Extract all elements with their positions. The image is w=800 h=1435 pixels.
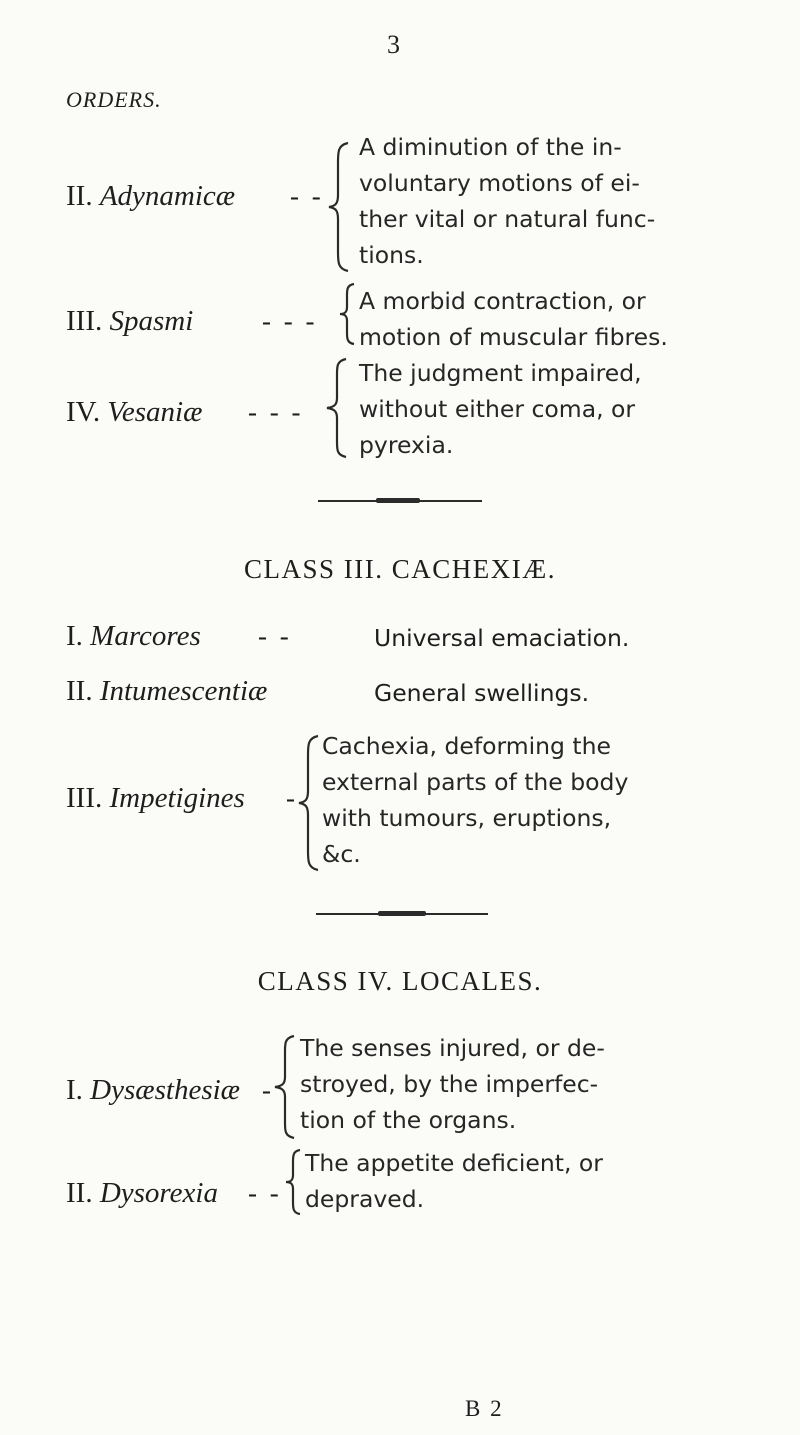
section-divider <box>318 500 482 502</box>
order-numeral: II. <box>66 1177 93 1209</box>
order-latin-name: Marcores <box>90 620 201 652</box>
leader-dashes: - - - <box>248 397 304 427</box>
leader-dashes: - <box>286 783 298 813</box>
order-latin-name: Impetigines <box>109 782 245 814</box>
order-latin-name: Adynamicæ <box>99 180 236 212</box>
leader-dashes: - - <box>248 1178 282 1208</box>
order-numeral: II. <box>66 180 93 212</box>
order-name <box>66 180 235 213</box>
curly-brace-icon <box>322 356 352 460</box>
order-name <box>66 396 202 429</box>
order-latin-name: Spasmi <box>109 305 194 337</box>
order-description: A morbid contraction, or motion of muscular fibres. <box>359 287 668 351</box>
order-name <box>66 305 193 338</box>
order-name <box>66 1177 218 1210</box>
order-description: Universal emaciation. <box>374 624 630 652</box>
order-numeral: IV. <box>66 396 101 428</box>
leader-dashes: - <box>262 1075 274 1105</box>
leader-dashes: - - <box>258 621 292 651</box>
order-latin-name: Dysæsthesiæ <box>90 1074 241 1106</box>
order-numeral: III. <box>66 305 103 337</box>
order-numeral: I. <box>66 1074 83 1106</box>
order-name <box>66 620 201 653</box>
signature-mark: B 2 <box>465 1396 504 1421</box>
order-latin-name: Vesaniæ <box>107 396 203 428</box>
order-numeral: III. <box>66 782 103 814</box>
order-description: The judgment impaired, without either coma, or pyrexia. <box>359 359 642 459</box>
order-name <box>66 675 267 708</box>
order-numeral: I. <box>66 620 83 652</box>
section-divider <box>316 913 488 915</box>
curly-brace-icon <box>294 733 324 873</box>
class-heading: CLASS IV. LOCALES. <box>257 966 543 996</box>
order-numeral: II. <box>66 675 93 707</box>
leader-dashes: - - <box>290 181 324 211</box>
curly-brace-icon <box>270 1033 300 1141</box>
curly-brace-icon <box>282 1147 304 1217</box>
order-description: The appetite deficient, or depraved. <box>305 1149 603 1213</box>
order-name <box>66 782 245 815</box>
order-latin-name: Dysorexia <box>99 1177 218 1209</box>
class-heading: CLASS III. CACHEXIÆ. <box>243 554 556 584</box>
curly-brace-icon <box>324 140 354 274</box>
order-description: Cachexia, deforming the external parts of the body with tumours, eruptions, &c. <box>322 732 629 868</box>
curly-brace-icon <box>336 281 358 347</box>
order-name <box>66 1074 240 1107</box>
order-latin-name: Intumescentiæ <box>99 675 268 707</box>
order-description: General swellings. <box>374 679 590 707</box>
order-description: The senses injured, or de- stroyed, by the imperfec- tion of the organs. <box>300 1034 605 1134</box>
order-description: A diminution of the in- voluntary motions of ei- ther vital or natural func- tions. <box>359 133 656 269</box>
leader-dashes: - - - <box>262 306 318 336</box>
orders-heading: ORDERS. <box>66 87 162 112</box>
page-number: 3 <box>387 30 400 59</box>
